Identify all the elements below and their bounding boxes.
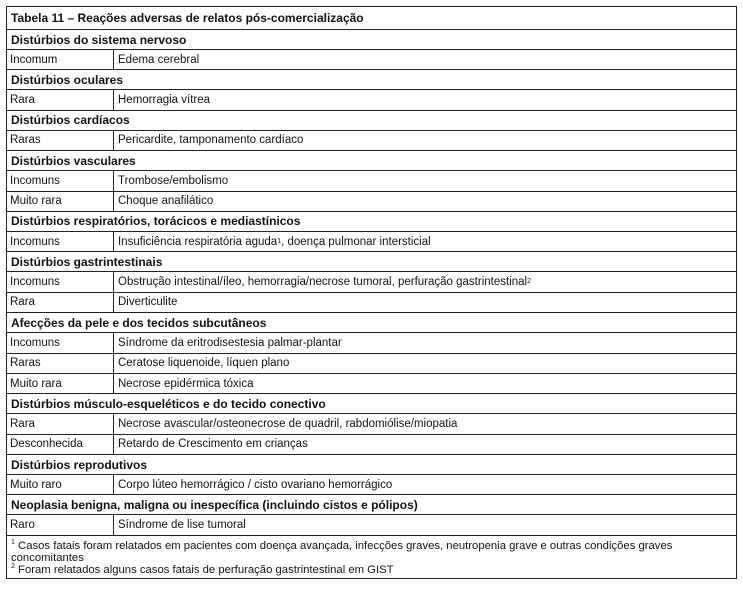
- reaction-text: Insuficiência respiratória aguda: [118, 235, 278, 248]
- table-row: [7, 354, 736, 374]
- section-heading: Afecções da pele e dos tecidos subcutâneos: [7, 313, 736, 333]
- section-heading: Distúrbios reprodutivos: [7, 455, 736, 475]
- table-row: [7, 435, 736, 455]
- reaction-cell: [114, 515, 736, 534]
- reaction-cell: [114, 435, 736, 454]
- reaction-text: Hemorragia vítrea: [118, 94, 211, 107]
- reaction-text: Edema cerebral: [118, 53, 200, 66]
- reaction-text: Obstrução intestinal/íleo, hemorragia/necrose tumoral, perfuração gastrintestinal: [118, 276, 528, 289]
- section-heading: Distúrbios respiratórios, torácicos e mediastínicos: [7, 212, 736, 232]
- footnote: [11, 564, 732, 576]
- footnote-text: Foram relatados alguns casos fatais de perfuração gastrintestinal em GIST: [14, 563, 394, 576]
- footnote: [11, 540, 732, 564]
- frequency-cell: Incomum: [7, 50, 114, 69]
- reaction-cell: Obstrução intestinal/íleo, hemorragia/necrose tumoral, perfuração gastrintestinal 2: [118, 276, 532, 289]
- table-row: [7, 272, 736, 292]
- section-heading: Distúrbios oculares: [7, 70, 736, 90]
- reaction-text: Trombose/embolismo: [118, 174, 229, 187]
- adverse-reactions-table: [6, 6, 737, 579]
- frequency-cell: Muito rara: [7, 192, 114, 211]
- reaction-cell: [114, 374, 736, 393]
- reaction-cell: [114, 475, 736, 494]
- section-heading: Distúrbios vasculares: [7, 151, 736, 171]
- reaction-cell: [114, 333, 736, 352]
- reaction-cell: [114, 171, 736, 190]
- table-title: Tabela 11 – Reações adversas de relatos pós-comercialização: [7, 7, 736, 30]
- section-heading: Distúrbios do sistema nervoso: [7, 30, 736, 50]
- section-heading: Distúrbios cardíacos: [7, 111, 736, 131]
- section-heading: Distúrbios gastrintestinais: [7, 252, 736, 272]
- table-row: [7, 192, 736, 212]
- table-body: [7, 30, 736, 536]
- reaction-text: Síndrome de lise tumoral: [118, 519, 246, 532]
- reaction-text: Corpo lúteo hemorrágico / cisto ovariano hemorrágico: [118, 478, 393, 491]
- reaction-text: Pericardite, tamponamento cardíaco: [118, 134, 304, 147]
- table-row: [7, 131, 736, 151]
- table-row: [7, 414, 736, 434]
- reaction-cell: [114, 90, 736, 109]
- frequency-cell: Raro: [7, 515, 114, 534]
- reaction-text: Choque anafilático: [118, 195, 214, 208]
- footnotes: [7, 536, 736, 578]
- table-row: [7, 171, 736, 191]
- reaction-cell: [114, 192, 736, 211]
- table-row: [7, 515, 736, 535]
- reaction-text: Diverticulite: [118, 296, 178, 309]
- reaction-cell: [114, 414, 736, 433]
- frequency-cell: Muito rara: [7, 374, 114, 393]
- reaction-cell: Insuficiência respiratória aguda 1 , doença pulmonar intersticial: [118, 235, 431, 248]
- frequency-cell: Incomuns: [7, 333, 114, 352]
- reaction-text: Necrose avascular/osteonecrose de quadril, rabdomiólise/miopatia: [118, 417, 458, 430]
- table-row: [7, 374, 736, 394]
- table-row: [7, 232, 736, 252]
- frequency-cell: Rara: [7, 90, 114, 109]
- frequency-cell: Rara: [7, 293, 114, 312]
- section-heading: Neoplasia benigna, maligna ou inespecífica (incluindo cistos e pólipos): [7, 495, 736, 515]
- table-row: [7, 333, 736, 353]
- frequency-cell: Rara: [7, 414, 114, 433]
- footnote-mark: 2: [11, 563, 15, 571]
- reaction-text: Retardo de Crescimento em crianças: [118, 438, 308, 451]
- reaction-text: Necrose epidérmica tóxica: [118, 377, 254, 390]
- reaction-cell: [114, 131, 736, 150]
- reaction-cell: [114, 293, 736, 312]
- reaction-cell: [114, 354, 736, 373]
- frequency-cell: Incomuns: [7, 232, 114, 251]
- frequency-cell: Raras: [7, 354, 114, 373]
- section-heading: Distúrbios músculo-esqueléticos e do tecido conectivo: [7, 394, 736, 414]
- table-row: [7, 90, 736, 110]
- reaction-text-after: , doença pulmonar intersticial: [281, 235, 431, 248]
- frequency-cell: Desconhecida: [7, 435, 114, 454]
- frequency-cell: Incomuns: [7, 272, 114, 291]
- table-row: [7, 475, 736, 495]
- footnote-mark: 1: [11, 539, 15, 547]
- frequency-cell: Raras: [7, 131, 114, 150]
- footnote-text: Casos fatais foram relatados em pacientes com doença avançada, infecções graves, neutropenia grave e outras condições graves concomitantes: [11, 539, 673, 564]
- reaction-text: Ceratose liquenoide, líquen plano: [118, 357, 290, 370]
- frequency-cell: Muito raro: [7, 475, 114, 494]
- reaction-cell: [114, 50, 736, 69]
- reaction-text: Síndrome da eritrodisestesia palmar-plantar: [118, 336, 342, 349]
- frequency-cell: Incomuns: [7, 171, 114, 190]
- table-row: [7, 293, 736, 313]
- table-row: [7, 50, 736, 70]
